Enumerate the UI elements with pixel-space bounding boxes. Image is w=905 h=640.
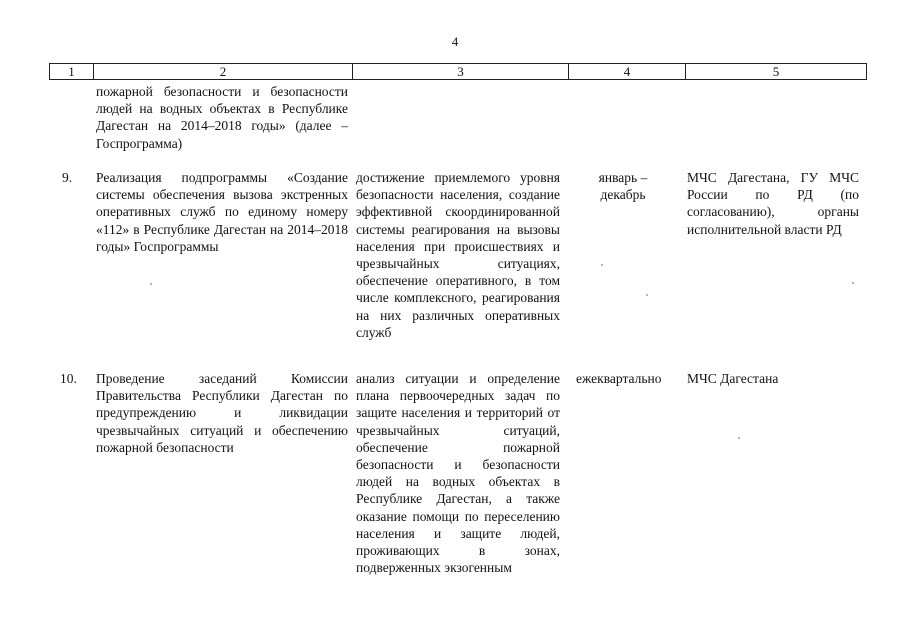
event-description: Проведение заседаний Комиссии Правительства Республики Дагестан по предупреждению и ликвидации чрезвычайных ситуаций и обеспечению пожарной безопасности xyxy=(96,371,348,455)
scan-speck xyxy=(601,264,603,266)
row-number: 9. xyxy=(62,170,73,185)
term: январь – декабрь xyxy=(598,170,648,203)
scan-speck xyxy=(646,294,648,296)
continuation-event-text: пожарной безопасности и безопасности людей на водных объектах в Республике Дагестан на 2014–2018 годы» (далее – Госпрограмма) xyxy=(96,84,348,151)
term: ежеквартально xyxy=(576,371,662,386)
column-number-5: 5 xyxy=(686,64,867,80)
column-number-3: 3 xyxy=(353,64,569,80)
scan-speck xyxy=(150,283,152,285)
column-number-header xyxy=(49,63,867,80)
column-number-4: 4 xyxy=(569,64,686,80)
column-number-1: 1 xyxy=(50,64,94,80)
scan-speck xyxy=(852,282,854,284)
scan-speck xyxy=(738,437,740,439)
executors: МЧС Дагестана xyxy=(687,371,779,386)
column-number-2: 2 xyxy=(94,64,353,80)
page-number: 4 xyxy=(451,34,459,49)
executors: МЧС Дагестана, ГУ МЧС России по РД (по согласованию), органы исполнительной власти РД xyxy=(687,170,859,237)
goal-description: анализ ситуации и определение плана первоочередных задач по защите населения и территорий от чрезвычайных ситуаций, обеспечение пожарной безопасности и безопасности людей на водных объектах в Республике Дагестан, а также оказание помощи по переселению населения и защите людей, проживающих в зонах, подверженных экзогенным xyxy=(356,371,560,576)
goal-description: достижение приемлемого уровня безопасности населения, создание эффективной скоординированной системы реагирования на вызовы населения при происшествиях и чрезвычайных ситуациях, обеспечение оперативного, в том числе комплексного, реагирования на них различных оперативных служб xyxy=(356,170,560,340)
row-number: 10. xyxy=(60,371,77,386)
event-description: Реализация подпрограммы «Создание системы обеспечения вызова экстренных оперативных служб по единому номеру «112» в Республике Дагестан на 2014–2018 годы» Госпрограммы xyxy=(96,170,348,254)
